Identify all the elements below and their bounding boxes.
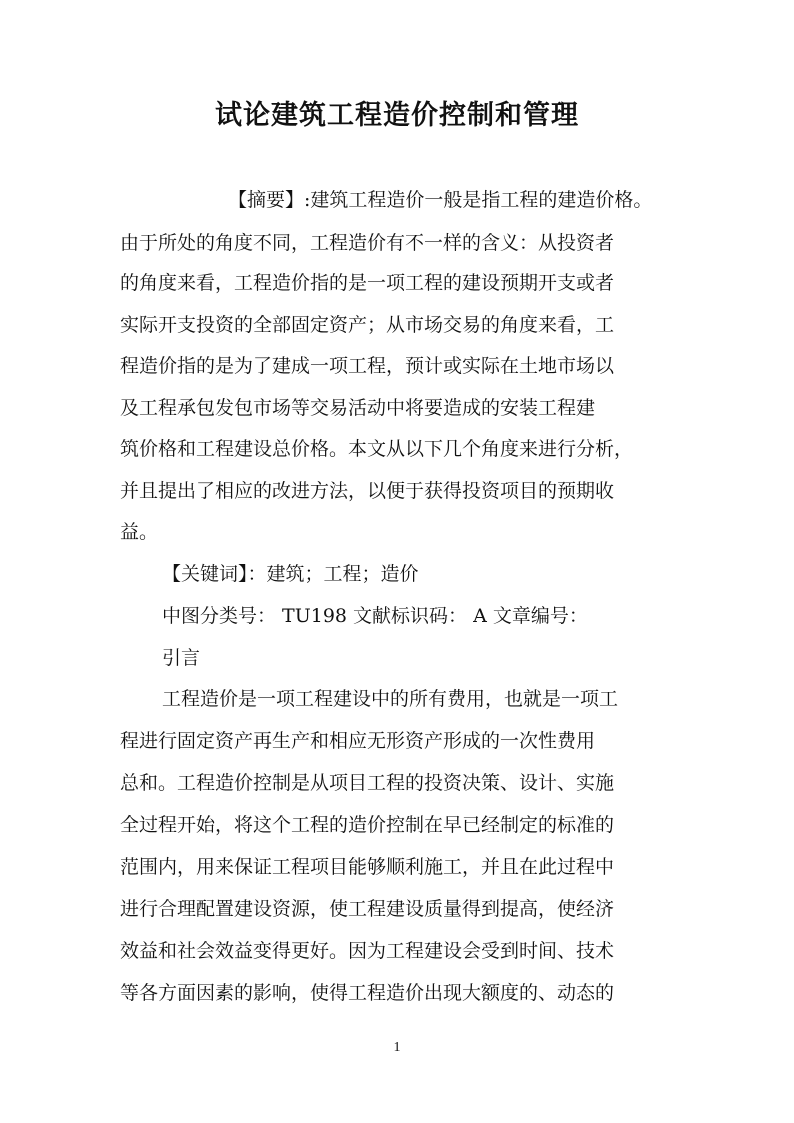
section-heading: 引言	[162, 647, 201, 669]
abstract-line: 程造价指的是为了建成一项工程，预计或实际在土地市场以	[120, 355, 615, 377]
abstract-line: 【摘要】:建筑工程造价一般是指工程的建造价格。	[228, 189, 653, 211]
abstract-line: 的角度来看，工程造价指的是一项工程的建设预期开支或者	[120, 272, 615, 294]
abstract-line: 实际开支投资的全部固定资产；从市场交易的角度来看，工	[120, 314, 615, 336]
classification-line: 中图分类号： TU198 文献标识码： A 文章编号：	[162, 605, 588, 627]
document-title: 试论建筑工程造价控制和管理	[215, 100, 579, 131]
body-line: 效益和社会效益变得更好。因为工程建设会受到时间、技术	[120, 940, 615, 962]
body-line: 范围内，用来保证工程项目能够顺利施工，并且在此过程中	[120, 856, 615, 878]
body-line: 程进行固定资产再生产和相应无形资产形成的一次性费用	[120, 730, 596, 752]
abstract-line: 并且提出了相应的改进方法，以便于获得投资项目的预期收	[120, 480, 615, 502]
abstract-line: 筑价格和工程建设总价格。本文从以下几个角度来进行分析，	[120, 438, 634, 460]
page-number: 1	[393, 1040, 401, 1055]
body-line: 进行合理配置建设资源，使工程建设质量得到提高，使经济	[120, 898, 615, 920]
body-line: 工程造价是一项工程建设中的所有费用，也就是一项工	[162, 688, 619, 710]
abstract-line: 由于所处的角度不同，工程造价有不一样的含义：从投资者	[120, 232, 615, 254]
body-line: 总和。工程造价控制是从项目工程的投资决策、设计、实施	[120, 772, 615, 794]
body-line: 等各方面因素的影响，使得工程造价出现大额度的、动态的	[120, 982, 615, 1004]
abstract-line: 及工程承包发包市场等交易活动中将要造成的安装工程建	[120, 397, 596, 419]
abstract-line: 益。	[120, 521, 159, 543]
keywords-line: 【关键词】：建筑；工程；造价	[162, 563, 419, 585]
body-line: 全过程开始，将这个工程的造价控制在早已经制定的标准的	[120, 814, 615, 836]
